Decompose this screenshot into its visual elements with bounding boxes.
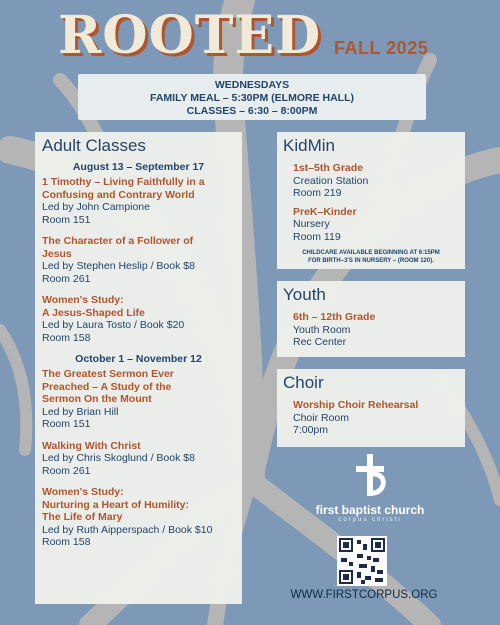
schedule-box [78, 74, 426, 120]
schedule-day: WEDNESDAYS [214, 79, 290, 91]
class-room: Room 261 [42, 464, 91, 477]
kid-group-name: Nursery [293, 218, 330, 230]
kid-grade: 1st–5th Grade [293, 162, 364, 174]
church-logo-icon [352, 454, 388, 496]
kid-group-name: Creation Station [293, 174, 369, 187]
session2-dates: October 1 – November 12 [75, 353, 202, 365]
class-leader: Led by Chris Skoglund / Book $8 [42, 452, 195, 464]
choir-heading: Choir [283, 373, 324, 392]
class-item [42, 235, 235, 285]
qr-code[interactable] [337, 536, 387, 586]
class-title: Jesus [42, 247, 72, 260]
choir-time: 7:00pm [293, 424, 329, 436]
website-url[interactable]: WWW.FIRSTCORPUS.ORG [290, 589, 438, 601]
class-leader: Led by Ruth Aipperspach / Book $10 [42, 523, 213, 536]
class-title: Women's Study: [42, 486, 124, 498]
kidmin-panel [277, 132, 465, 269]
class-room: Room 158 [42, 536, 91, 548]
class-title: Nurturing a Heart of Humility: [42, 498, 190, 511]
class-leader: Led by Brian Hill [42, 405, 119, 418]
choir-panel [277, 369, 465, 447]
youth-room: Youth Room [293, 323, 351, 336]
schedule-meal: FAMILY MEAL – 5:30PM (ELMORE HALL) [150, 92, 354, 104]
choir-room: Choir Room [293, 411, 350, 424]
church-name: first baptist church [315, 503, 425, 517]
class-title: Preached – A Study of the [42, 380, 172, 393]
adult-classes-panel [35, 132, 242, 604]
class-item [42, 176, 235, 226]
kid-grade: PreK–Kinder [293, 205, 357, 218]
page-title: ROOTED [58, 5, 322, 66]
adult-classes-heading: Adult Classes [42, 136, 146, 155]
youth-location: Rec Center [293, 336, 347, 348]
childcare-note [283, 249, 459, 265]
childcare-note-line: CHILDCARE AVAILABLE BEGINNING AT 6:15PM [302, 250, 440, 256]
class-title: Confusing and Contrary World [42, 188, 195, 201]
youth-heading: Youth [283, 285, 326, 304]
title-block [58, 6, 321, 66]
class-item [42, 486, 235, 549]
schedule-classes: CLASSES – 6:30 – 8:00PM [186, 105, 318, 117]
class-room: Room 151 [42, 418, 91, 430]
class-leader: Led by Laura Tosto / Book $20 [42, 319, 185, 331]
youth-panel [277, 281, 465, 357]
class-item [42, 368, 235, 431]
kidmin-heading: KidMin [283, 136, 335, 155]
class-room: Room 151 [42, 213, 91, 226]
class-title: Women's Study: [42, 294, 124, 306]
kid-room: Room 119 [293, 230, 341, 243]
class-item [42, 440, 235, 478]
youth-grade: 6th – 12th Grade [293, 311, 376, 323]
class-room: Room 158 [42, 331, 91, 344]
session1-dates: August 13 – September 17 [72, 161, 205, 173]
childcare-note-line: FOR BIRTH–3'S IN NURSERY – (ROOM 120). [308, 258, 434, 264]
class-title: The Greatest Sermon Ever [42, 368, 174, 380]
class-item [42, 294, 235, 344]
church-city: corpus christi [338, 517, 402, 523]
class-title: Sermon On the Mount [42, 393, 152, 405]
class-title: Walking With Christ [42, 439, 141, 452]
class-title: The Life of Mary [42, 511, 123, 523]
kid-room: Room 219 [293, 187, 342, 199]
class-title: The Character of a Follower of [42, 235, 194, 247]
season-label: FALL 2025 [334, 38, 429, 58]
class-room: Room 261 [42, 272, 91, 285]
class-title: A Jesus-Shaped Life [42, 306, 145, 319]
choir-title: Worship Choir Rehearsal [293, 399, 419, 411]
class-title: 1 Timothy – Living Faithfully in a [42, 176, 205, 188]
class-leader: Led by John Campione [42, 201, 150, 213]
church-logo [300, 454, 440, 523]
class-leader: Led by Stephen Heslip / Book $8 [42, 260, 195, 272]
